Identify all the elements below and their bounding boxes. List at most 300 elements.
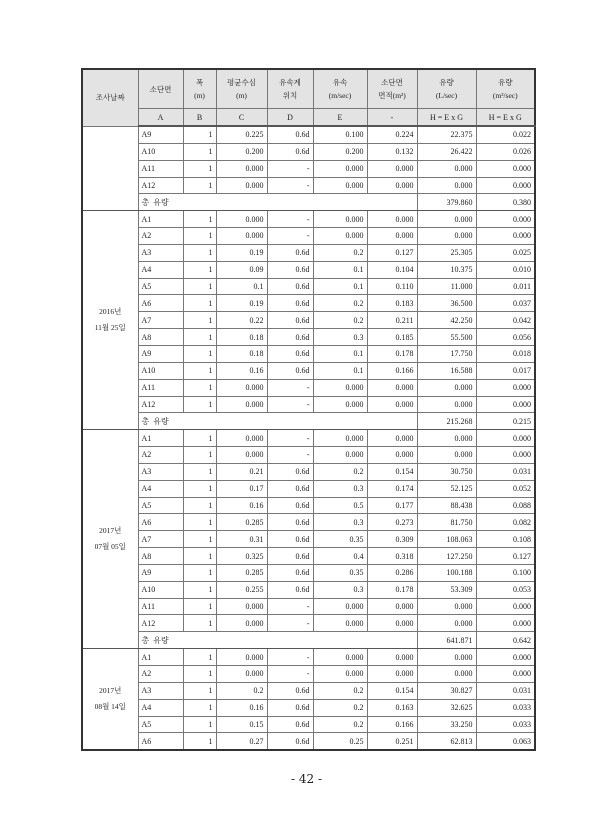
cell-area: 0.000	[367, 430, 417, 447]
cell-flow-m3sec: 0.010	[476, 261, 535, 278]
cell-area: 0.000	[367, 598, 417, 615]
cell-area: 0.000	[367, 177, 417, 194]
cell-velocity: 0.1	[313, 362, 367, 379]
cell-section: A2	[138, 228, 183, 245]
cell-meter-position: -	[267, 615, 313, 632]
total-row	[82, 632, 535, 649]
cell-flow-lsec: 0.000	[417, 379, 476, 396]
cell-flow-lsec: 42.250	[417, 312, 476, 329]
cell-velocity: 0.3	[313, 480, 367, 497]
cell-velocity: 0.1	[313, 278, 367, 295]
cell-depth: 0.000	[216, 615, 267, 632]
cell-velocity: 0.000	[313, 447, 367, 464]
table-row	[82, 430, 535, 447]
header-date: 조사날짜	[82, 69, 138, 126]
table-row	[82, 649, 535, 666]
cell-area: 0.127	[367, 244, 417, 261]
cell-width: 1	[183, 261, 216, 278]
cell-flow-lsec: 10.375	[417, 261, 476, 278]
header-section: 소단면	[138, 69, 183, 109]
cell-width: 1	[183, 463, 216, 480]
cell-meter-position: 0.6d	[267, 548, 313, 565]
cell-flow-lsec: 36.500	[417, 295, 476, 312]
survey-date: 2016년 11월 25일	[82, 211, 138, 430]
cell-flow-lsec: 0.000	[417, 177, 476, 194]
letter-h1: H = E x G	[417, 109, 476, 127]
cell-flow-m3sec: 0.000	[476, 211, 535, 228]
cell-flow-m3sec: 0.022	[476, 126, 535, 143]
table-row	[82, 699, 535, 716]
cell-section: A11	[138, 379, 183, 396]
cell-meter-position: 0.6d	[267, 143, 313, 160]
cell-depth: 0.000	[216, 396, 267, 413]
cell-flow-lsec: 30.750	[417, 463, 476, 480]
cell-width: 1	[183, 733, 216, 750]
cell-width: 1	[183, 564, 216, 581]
cell-velocity: 0.1	[313, 261, 367, 278]
cell-flow-m3sec: 0.088	[476, 497, 535, 514]
cell-meter-position: 0.6d	[267, 295, 313, 312]
cell-area: 0.000	[367, 649, 417, 666]
cell-flow-lsec: 62.813	[417, 733, 476, 750]
table-row	[82, 329, 535, 346]
cell-velocity: 0.2	[313, 312, 367, 329]
cell-section: A4	[138, 261, 183, 278]
cell-depth: 0.000	[216, 447, 267, 464]
cell-section: A12	[138, 177, 183, 194]
cell-area: 0.000	[367, 228, 417, 245]
cell-depth: 0.22	[216, 312, 267, 329]
cell-flow-lsec: 0.000	[417, 396, 476, 413]
table-row	[82, 126, 535, 143]
cell-depth: 0.19	[216, 295, 267, 312]
total-flow-m3sec: 0.380	[476, 194, 535, 211]
cell-section: A5	[138, 497, 183, 514]
cell-area: 0.000	[367, 396, 417, 413]
cell-width: 1	[183, 345, 216, 362]
cell-area: 0.174	[367, 480, 417, 497]
table-row	[82, 143, 535, 160]
cell-depth: 0.200	[216, 143, 267, 160]
cell-meter-position: -	[267, 666, 313, 683]
survey-date: 2017년 08월 14일	[82, 649, 138, 751]
cell-flow-m3sec: 0.052	[476, 480, 535, 497]
table-row	[82, 177, 535, 194]
cell-depth: 0.285	[216, 564, 267, 581]
cell-velocity: 0.000	[313, 666, 367, 683]
cell-flow-lsec: 11.000	[417, 278, 476, 295]
cell-meter-position: 0.6d	[267, 581, 313, 598]
table-row	[82, 531, 535, 548]
total-row	[82, 194, 535, 211]
cell-meter-position: 0.6d	[267, 716, 313, 733]
table-row	[82, 666, 535, 683]
cell-section: A7	[138, 312, 183, 329]
cell-velocity: 0.000	[313, 177, 367, 194]
header-flow-m3sec: 유량 (m³/sec)	[476, 69, 535, 109]
cell-width: 1	[183, 379, 216, 396]
cell-section: A2	[138, 666, 183, 683]
cell-section: A10	[138, 362, 183, 379]
cell-depth: 0.000	[216, 211, 267, 228]
cell-meter-position: 0.6d	[267, 261, 313, 278]
cell-section: A10	[138, 581, 183, 598]
cell-section: A4	[138, 480, 183, 497]
cell-depth: 0.255	[216, 581, 267, 598]
cell-meter-position: 0.6d	[267, 564, 313, 581]
cell-width: 1	[183, 447, 216, 464]
cell-area: 0.154	[367, 682, 417, 699]
cell-flow-lsec: 0.000	[417, 447, 476, 464]
cell-section: A11	[138, 598, 183, 615]
table-row	[82, 312, 535, 329]
cell-depth: 0.18	[216, 345, 267, 362]
cell-section: A10	[138, 143, 183, 160]
cell-flow-lsec: 26.422	[417, 143, 476, 160]
cell-flow-lsec: 22.375	[417, 126, 476, 143]
cell-section: A12	[138, 396, 183, 413]
cell-area: 0.286	[367, 564, 417, 581]
cell-flow-m3sec: 0.000	[476, 649, 535, 666]
letter-a: A	[138, 109, 183, 127]
cell-meter-position: 0.6d	[267, 514, 313, 531]
cell-meter-position: 0.6d	[267, 244, 313, 261]
table-row	[82, 548, 535, 565]
cell-section: A2	[138, 447, 183, 464]
table-row	[82, 362, 535, 379]
cell-depth: 0.2	[216, 682, 267, 699]
cell-section: A1	[138, 430, 183, 447]
cell-width: 1	[183, 682, 216, 699]
cell-depth: 0.09	[216, 261, 267, 278]
cell-width: 1	[183, 228, 216, 245]
cell-depth: 0.27	[216, 733, 267, 750]
cell-meter-position: -	[267, 379, 313, 396]
cell-meter-position: 0.6d	[267, 497, 313, 514]
cell-velocity: 0.2	[313, 295, 367, 312]
letter-dash: -	[367, 109, 417, 127]
cell-flow-m3sec: 0.000	[476, 160, 535, 177]
cell-flow-m3sec: 0.063	[476, 733, 535, 750]
cell-width: 1	[183, 716, 216, 733]
cell-meter-position: -	[267, 211, 313, 228]
cell-velocity: 0.000	[313, 598, 367, 615]
cell-section: A12	[138, 615, 183, 632]
cell-meter-position: 0.6d	[267, 463, 313, 480]
cell-meter-position: 0.6d	[267, 329, 313, 346]
cell-area: 0.178	[367, 345, 417, 362]
cell-velocity: 0.000	[313, 160, 367, 177]
cell-section: A9	[138, 345, 183, 362]
cell-section: A5	[138, 278, 183, 295]
cell-velocity: 0.3	[313, 581, 367, 598]
table-row	[82, 211, 535, 228]
table-row	[82, 379, 535, 396]
cell-flow-m3sec: 0.031	[476, 463, 535, 480]
table-row	[82, 514, 535, 531]
table-row	[82, 278, 535, 295]
cell-section: A8	[138, 329, 183, 346]
cell-flow-m3sec: 0.082	[476, 514, 535, 531]
cell-velocity: 0.000	[313, 396, 367, 413]
header-meter-position: 유속계 위치	[267, 69, 313, 109]
cell-flow-lsec: 108.063	[417, 531, 476, 548]
header-width: 폭 (m)	[183, 69, 216, 109]
cell-flow-lsec: 0.000	[417, 211, 476, 228]
cell-depth: 0.285	[216, 514, 267, 531]
cell-flow-lsec: 81.750	[417, 514, 476, 531]
cell-width: 1	[183, 581, 216, 598]
cell-area: 0.273	[367, 514, 417, 531]
cell-meter-position: 0.6d	[267, 278, 313, 295]
cell-flow-lsec: 0.000	[417, 615, 476, 632]
cell-width: 1	[183, 649, 216, 666]
cell-velocity: 0.25	[313, 733, 367, 750]
cell-velocity: 0.2	[313, 244, 367, 261]
cell-velocity: 0.100	[313, 126, 367, 143]
letter-e: E	[313, 109, 367, 127]
cell-flow-lsec: 88.438	[417, 497, 476, 514]
cell-depth: 0.18	[216, 329, 267, 346]
cell-meter-position: 0.6d	[267, 531, 313, 548]
cell-velocity: 0.000	[313, 379, 367, 396]
table-row	[82, 480, 535, 497]
cell-depth: 0.000	[216, 649, 267, 666]
cell-meter-position: 0.6d	[267, 480, 313, 497]
cell-section: A3	[138, 463, 183, 480]
cell-section: A9	[138, 126, 183, 143]
cell-width: 1	[183, 615, 216, 632]
cell-velocity: 0.2	[313, 699, 367, 716]
cell-width: 1	[183, 295, 216, 312]
cell-depth: 0.000	[216, 666, 267, 683]
cell-depth: 0.000	[216, 177, 267, 194]
cell-section: A3	[138, 682, 183, 699]
cell-flow-m3sec: 0.000	[476, 430, 535, 447]
cell-area: 0.185	[367, 329, 417, 346]
table-row	[82, 716, 535, 733]
cell-velocity: 0.35	[313, 531, 367, 548]
cell-velocity: 0.3	[313, 514, 367, 531]
cell-width: 1	[183, 126, 216, 143]
cell-flow-m3sec: 0.000	[476, 615, 535, 632]
cell-section: A1	[138, 649, 183, 666]
cell-flow-lsec: 25.305	[417, 244, 476, 261]
cell-meter-position: -	[267, 447, 313, 464]
cell-flow-m3sec: 0.108	[476, 531, 535, 548]
cell-velocity: 0.4	[313, 548, 367, 565]
cell-meter-position: -	[267, 228, 313, 245]
cell-flow-lsec: 30.827	[417, 682, 476, 699]
cell-flow-m3sec: 0.033	[476, 699, 535, 716]
cell-width: 1	[183, 312, 216, 329]
cell-area: 0.000	[367, 160, 417, 177]
cell-velocity: 0.2	[313, 682, 367, 699]
cell-area: 0.154	[367, 463, 417, 480]
cell-velocity: 0.2	[313, 716, 367, 733]
header-area: 소단면 면적(m²)	[367, 69, 417, 109]
table-row	[82, 345, 535, 362]
table-row	[82, 396, 535, 413]
cell-depth: 0.16	[216, 362, 267, 379]
cell-area: 0.163	[367, 699, 417, 716]
table-row	[82, 244, 535, 261]
cell-flow-lsec: 0.000	[417, 160, 476, 177]
cell-flow-lsec: 0.000	[417, 666, 476, 683]
survey-date: 2017년 07월 05일	[82, 430, 138, 649]
cell-width: 1	[183, 430, 216, 447]
cell-flow-lsec: 100.188	[417, 564, 476, 581]
table-body	[82, 126, 535, 750]
cell-velocity: 0.5	[313, 497, 367, 514]
cell-flow-lsec: 33.250	[417, 716, 476, 733]
total-flow-lsec: 379.860	[417, 194, 476, 211]
cell-flow-lsec: 53.309	[417, 581, 476, 598]
cell-velocity: 0.000	[313, 430, 367, 447]
cell-area: 0.318	[367, 548, 417, 565]
cell-area: 0.166	[367, 716, 417, 733]
table-row	[82, 581, 535, 598]
table-row	[82, 733, 535, 750]
cell-meter-position: -	[267, 598, 313, 615]
cell-section: A7	[138, 531, 183, 548]
cell-width: 1	[183, 480, 216, 497]
cell-velocity: 0.000	[313, 228, 367, 245]
cell-width: 1	[183, 143, 216, 160]
cell-area: 0.211	[367, 312, 417, 329]
cell-width: 1	[183, 598, 216, 615]
cell-width: 1	[183, 699, 216, 716]
cell-area: 0.000	[367, 615, 417, 632]
cell-depth: 0.21	[216, 463, 267, 480]
letter-d: D	[267, 109, 313, 127]
cell-velocity: 0.000	[313, 615, 367, 632]
cell-depth: 0.31	[216, 531, 267, 548]
cell-section: A9	[138, 564, 183, 581]
cell-width: 1	[183, 531, 216, 548]
cell-depth: 0.1	[216, 278, 267, 295]
cell-section: A6	[138, 295, 183, 312]
cell-flow-m3sec: 0.056	[476, 329, 535, 346]
table-row	[82, 447, 535, 464]
cell-velocity: 0.35	[313, 564, 367, 581]
cell-section: A1	[138, 211, 183, 228]
cell-flow-m3sec: 0.017	[476, 362, 535, 379]
cell-width: 1	[183, 278, 216, 295]
cell-flow-lsec: 16.588	[417, 362, 476, 379]
table-row	[82, 463, 535, 480]
cell-depth: 0.000	[216, 228, 267, 245]
cell-area: 0.178	[367, 581, 417, 598]
cell-depth: 0.000	[216, 379, 267, 396]
cell-meter-position: 0.6d	[267, 126, 313, 143]
cell-width: 1	[183, 329, 216, 346]
cell-meter-position: 0.6d	[267, 733, 313, 750]
table-row	[82, 295, 535, 312]
table-row	[82, 598, 535, 615]
cell-flow-lsec: 55.500	[417, 329, 476, 346]
total-label: 총 유량	[138, 632, 417, 649]
letter-c: C	[216, 109, 267, 127]
cell-width: 1	[183, 362, 216, 379]
cell-flow-lsec: 17.750	[417, 345, 476, 362]
cell-depth: 0.19	[216, 244, 267, 261]
letter-h2: H = E x G	[476, 109, 535, 127]
cell-section: A6	[138, 733, 183, 750]
cell-area: 0.166	[367, 362, 417, 379]
cell-flow-m3sec: 0.026	[476, 143, 535, 160]
cell-velocity: 0.3	[313, 329, 367, 346]
cell-area: 0.000	[367, 211, 417, 228]
cell-flow-m3sec: 0.100	[476, 564, 535, 581]
cell-flow-m3sec: 0.053	[476, 581, 535, 598]
total-flow-m3sec: 0.642	[476, 632, 535, 649]
cell-flow-lsec: 127.250	[417, 548, 476, 565]
table-row	[82, 228, 535, 245]
cell-velocity: 0.2	[313, 463, 367, 480]
cell-width: 1	[183, 548, 216, 565]
cell-area: 0.000	[367, 379, 417, 396]
cell-depth: 0.17	[216, 480, 267, 497]
cell-flow-m3sec: 0.000	[476, 379, 535, 396]
cell-section: A5	[138, 716, 183, 733]
total-label: 총 유량	[138, 194, 417, 211]
total-row	[82, 413, 535, 430]
header-letter-row	[82, 109, 535, 127]
cell-section: A6	[138, 514, 183, 531]
cell-flow-m3sec: 0.127	[476, 548, 535, 565]
table-row	[82, 261, 535, 278]
flow-measurement-table	[81, 68, 536, 751]
cell-depth: 0.15	[216, 716, 267, 733]
cell-area: 0.183	[367, 295, 417, 312]
cell-velocity: 0.000	[313, 649, 367, 666]
cell-width: 1	[183, 244, 216, 261]
cell-flow-lsec: 0.000	[417, 430, 476, 447]
total-label: 총 유량	[138, 413, 417, 430]
cell-flow-lsec: 32.625	[417, 699, 476, 716]
cell-flow-lsec: 0.000	[417, 228, 476, 245]
cell-area: 0.132	[367, 143, 417, 160]
cell-width: 1	[183, 666, 216, 683]
cell-flow-lsec: 0.000	[417, 649, 476, 666]
cell-flow-lsec: 0.000	[417, 598, 476, 615]
cell-width: 1	[183, 514, 216, 531]
header-velocity: 유속 (m/sec)	[313, 69, 367, 109]
cell-area: 0.251	[367, 733, 417, 750]
cell-section: A8	[138, 548, 183, 565]
cell-meter-position: -	[267, 649, 313, 666]
cell-depth: 0.000	[216, 430, 267, 447]
header-row	[82, 69, 535, 109]
cell-area: 0.309	[367, 531, 417, 548]
cell-flow-m3sec: 0.000	[476, 177, 535, 194]
cell-depth: 0.16	[216, 699, 267, 716]
cell-flow-m3sec: 0.042	[476, 312, 535, 329]
table-row	[82, 497, 535, 514]
cell-width: 1	[183, 160, 216, 177]
cell-depth: 0.000	[216, 598, 267, 615]
cell-velocity: 0.000	[313, 211, 367, 228]
cell-width: 1	[183, 497, 216, 514]
cell-depth: 0.000	[216, 160, 267, 177]
cell-flow-m3sec: 0.025	[476, 244, 535, 261]
cell-meter-position: 0.6d	[267, 345, 313, 362]
cell-flow-m3sec: 0.011	[476, 278, 535, 295]
cell-width: 1	[183, 396, 216, 413]
total-flow-lsec: 641.871	[417, 632, 476, 649]
header-flow-lsec: 유량 (L/sec)	[417, 69, 476, 109]
